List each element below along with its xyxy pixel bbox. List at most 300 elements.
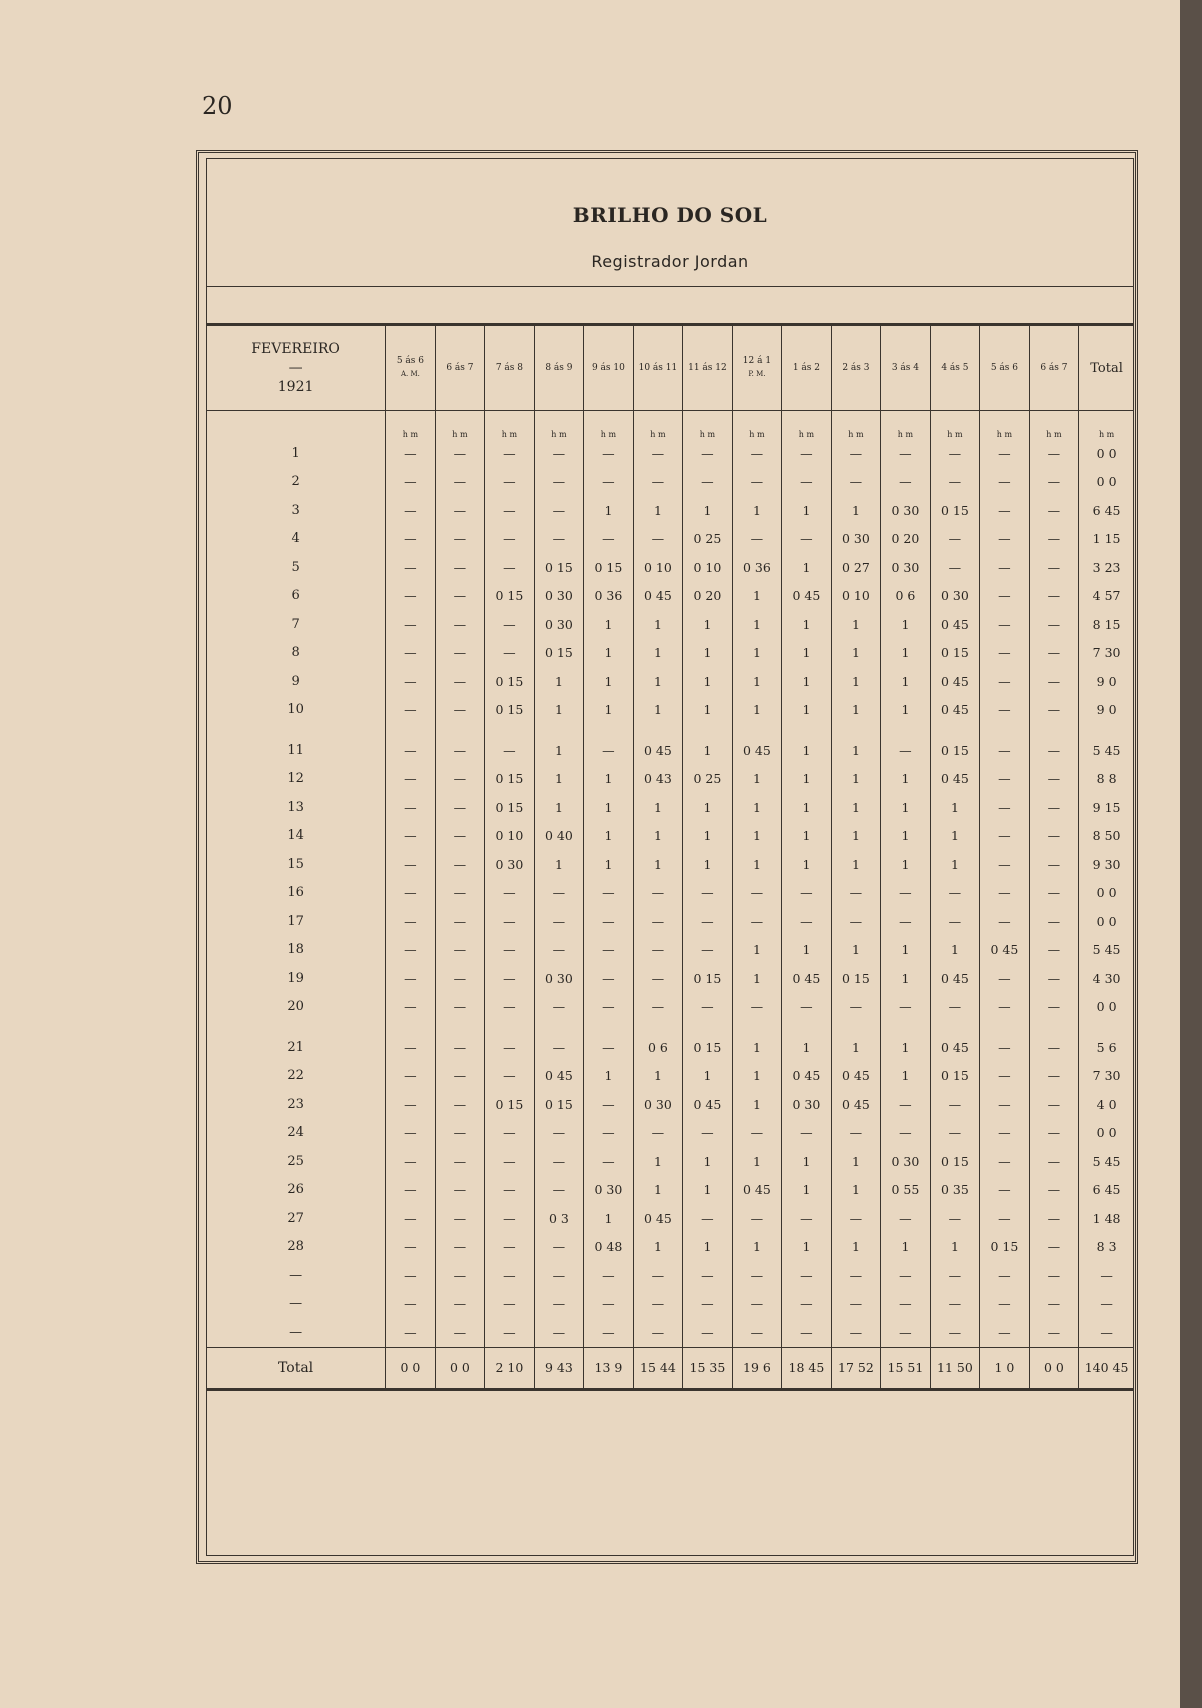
hour-cell: —: [435, 667, 485, 696]
hour-cell: —: [930, 468, 980, 497]
hour-cell: —: [1029, 667, 1079, 696]
hour-cell: 1: [831, 822, 881, 851]
hour-cell: —: [732, 1318, 782, 1347]
hour-cell: 0 30: [930, 582, 980, 611]
hour-cell: —: [435, 850, 485, 879]
hour-cell: —: [930, 525, 980, 554]
hour-cell: 0 48: [584, 1233, 634, 1262]
hour-cell: 0 20: [881, 525, 931, 554]
table-row: [206, 907, 1134, 936]
hour-cell: —: [386, 525, 436, 554]
hour-cell: —: [831, 468, 881, 497]
grand-total-cell: 140 45: [1079, 1347, 1134, 1389]
day-total-cell: 8 15: [1079, 610, 1134, 639]
hour-cell: 0 15: [930, 639, 980, 668]
hour-cell: —: [633, 1119, 683, 1148]
hour-cell: 1: [782, 793, 832, 822]
hour-cell: 0 10: [683, 553, 733, 582]
hour-cell: —: [584, 736, 634, 765]
day-cell: 10: [287, 702, 304, 718]
hour-cell: 1: [930, 793, 980, 822]
hour-cell: —: [584, 993, 634, 1022]
hour-cell: —: [386, 1147, 436, 1176]
hour-cell: —: [1029, 822, 1079, 851]
hour-cell: —: [683, 1119, 733, 1148]
hour-cell: —: [782, 993, 832, 1022]
hour-cell: —: [732, 1204, 782, 1233]
hour-cell: 1: [831, 610, 881, 639]
day-cell: 25: [287, 1153, 304, 1169]
hour-cell: —: [485, 553, 535, 582]
hour-cell: 0 30: [782, 1090, 832, 1119]
day-cell: 2: [291, 474, 300, 490]
hour-cell: —: [980, 964, 1030, 993]
hour-cell: 1: [881, 1033, 931, 1062]
hour-cell: —: [881, 1290, 931, 1319]
hour-cell: —: [435, 639, 485, 668]
hour-cell: —: [980, 468, 1030, 497]
hour-cell: 1: [831, 1147, 881, 1176]
hour-cell: —: [435, 496, 485, 525]
hour-cell: 1: [732, 850, 782, 879]
hour-cell: —: [386, 1318, 436, 1347]
hour-cell: —: [485, 1033, 535, 1062]
hour-cell: —: [633, 468, 683, 497]
hour-cell: —: [930, 1090, 980, 1119]
hour-cell: 1: [782, 765, 832, 794]
hour-cell: —: [683, 439, 733, 468]
hour-cell: —: [1029, 879, 1079, 908]
hour-cell: 1: [831, 696, 881, 725]
hour-cell: 0 20: [683, 582, 733, 611]
unit-label: h m: [782, 411, 832, 440]
hour-cell: —: [930, 1119, 980, 1148]
day-total-cell: 3 23: [1079, 553, 1134, 582]
hour-cell: 1: [732, 667, 782, 696]
hour-cell: 0 45: [782, 964, 832, 993]
day-cell: 19: [287, 970, 304, 986]
hour-cell: 1: [831, 496, 881, 525]
hour-cell: 0 30: [881, 553, 931, 582]
hour-cell: —: [683, 936, 733, 965]
hour-cell: 1: [881, 822, 931, 851]
hour-cell: —: [782, 468, 832, 497]
table-row: [206, 822, 1134, 851]
hour-total-cell: 18 45: [782, 1347, 832, 1389]
day-cell: 24: [287, 1125, 304, 1141]
hour-cell: —: [485, 1233, 535, 1262]
day-total-cell: 5 45: [1079, 936, 1134, 965]
hour-cell: —: [980, 525, 1030, 554]
hour-cell: 0 30: [881, 1147, 931, 1176]
hour-cell: —: [386, 610, 436, 639]
hour-header: [1029, 326, 1079, 411]
hour-cell: —: [980, 1261, 1030, 1290]
hour-cell: 0 30: [881, 496, 931, 525]
hour-cell: 1: [584, 1204, 634, 1233]
hour-cell: —: [386, 1090, 436, 1119]
hour-cell: 0 15: [831, 964, 881, 993]
hour-cell: —: [534, 907, 584, 936]
hour-cell: —: [683, 993, 733, 1022]
hour-cell: 1: [683, 639, 733, 668]
hour-header-label: 12 á 1: [742, 356, 772, 366]
day-total-cell: —: [1079, 1261, 1134, 1290]
hour-cell: —: [386, 667, 436, 696]
hour-cell: —: [386, 582, 436, 611]
hour-cell: 0 15: [930, 736, 980, 765]
hour-cell: —: [485, 1261, 535, 1290]
hour-cell: —: [782, 1261, 832, 1290]
day-cell: 15: [287, 856, 304, 872]
hour-cell: —: [633, 1290, 683, 1319]
title-divider: [206, 286, 1134, 287]
table-row: [206, 1119, 1134, 1148]
hour-cell: —: [782, 879, 832, 908]
hour-cell: 1: [683, 696, 733, 725]
spacer-cell: [485, 1021, 535, 1033]
hour-cell: —: [584, 439, 634, 468]
hour-cell: 1: [782, 553, 832, 582]
hour-cell: —: [386, 553, 436, 582]
hour-cell: —: [1029, 1090, 1079, 1119]
hour-header-label: 6 ás 7: [446, 362, 474, 373]
hour-cell: —: [633, 993, 683, 1022]
hour-cell: 0 40: [534, 822, 584, 851]
day-total-cell: 1 15: [1079, 525, 1134, 554]
hour-total-cell: 17 52: [831, 1347, 881, 1389]
header-row: [206, 326, 1134, 411]
hour-cell: 1: [732, 964, 782, 993]
hour-cell: —: [386, 1204, 436, 1233]
spacer-cell: [584, 724, 634, 736]
table-row: [206, 1233, 1134, 1262]
hour-cell: 0 45: [534, 1062, 584, 1091]
hour-cell: 0 15: [534, 639, 584, 668]
hour-cell: 1: [782, 1233, 832, 1262]
hour-cell: —: [683, 1204, 733, 1233]
hour-cell: —: [386, 439, 436, 468]
hour-cell: 1: [782, 639, 832, 668]
hour-cell: 1: [584, 696, 634, 725]
hour-header-label: 9 ás 10: [591, 362, 625, 373]
hour-cell: 0 15: [683, 964, 733, 993]
hour-cell: —: [782, 1119, 832, 1148]
hour-cell: —: [386, 1261, 436, 1290]
hour-cell: —: [485, 1318, 535, 1347]
hour-header: [980, 326, 1030, 411]
hour-cell: 1: [782, 1147, 832, 1176]
hour-total-cell: 0 0: [435, 1347, 485, 1389]
hour-cell: 0 45: [930, 696, 980, 725]
hour-cell: —: [881, 1318, 931, 1347]
hour-cell: —: [683, 879, 733, 908]
hour-cell: —: [386, 993, 436, 1022]
hour-cell: —: [435, 439, 485, 468]
hour-cell: 0 30: [831, 525, 881, 554]
unit-label: h m: [732, 411, 782, 440]
hour-cell: —: [980, 850, 1030, 879]
day-total-cell: 4 30: [1079, 964, 1134, 993]
hour-cell: —: [1029, 610, 1079, 639]
hour-cell: —: [435, 736, 485, 765]
hour-cell: 0 15: [485, 667, 535, 696]
hour-cell: 1: [881, 1062, 931, 1091]
day-total-cell: 9 15: [1079, 793, 1134, 822]
hour-cell: 1: [881, 964, 931, 993]
hour-cell: 0 10: [633, 553, 683, 582]
hour-cell: 1: [683, 667, 733, 696]
hour-cell: —: [831, 1261, 881, 1290]
hour-cell: —: [435, 1062, 485, 1091]
unit-label: h m: [881, 411, 931, 440]
hour-cell: 1: [584, 850, 634, 879]
hour-cell: —: [980, 1318, 1030, 1347]
table-row: [206, 1176, 1134, 1205]
hour-cell: 0 36: [584, 582, 634, 611]
hour-cell: 0 45: [930, 964, 980, 993]
spacer-cell: [534, 1021, 584, 1033]
unit-label: h m: [584, 411, 634, 440]
hour-cell: —: [881, 736, 931, 765]
hour-cell: —: [386, 765, 436, 794]
table-row: [206, 1290, 1134, 1319]
hour-cell: —: [1029, 765, 1079, 794]
hour-cell: —: [485, 525, 535, 554]
hour-cell: —: [485, 1119, 535, 1148]
hour-cell: —: [930, 439, 980, 468]
page-subtitle: Registrador Jordan: [591, 252, 749, 271]
day-cell: 7: [291, 616, 300, 632]
totals-row: [206, 1347, 1134, 1389]
hour-cell: —: [980, 1204, 1030, 1233]
table-row: [206, 667, 1134, 696]
day-cell: 6: [291, 588, 300, 604]
hour-cell: —: [782, 1290, 832, 1319]
hour-cell: —: [980, 696, 1030, 725]
hour-cell: 1: [633, 822, 683, 851]
hour-cell: —: [881, 879, 931, 908]
hour-cell: —: [930, 907, 980, 936]
unit-label: h m: [435, 411, 485, 440]
day-total-cell: 8 8: [1079, 765, 1134, 794]
table-row: [206, 736, 1134, 765]
hour-cell: —: [732, 525, 782, 554]
hour-cell: —: [831, 1119, 881, 1148]
hour-cell: 0 15: [683, 1033, 733, 1062]
hour-cell: 1: [881, 936, 931, 965]
hour-cell: 1: [881, 696, 931, 725]
spacer-cell: [206, 1021, 386, 1033]
hour-cell: 1: [782, 696, 832, 725]
hour-cell: 1: [633, 1062, 683, 1091]
hour-cell: 0 45: [782, 1062, 832, 1091]
hour-header-label: 6 ás 7: [1040, 362, 1068, 373]
spacer-cell: [683, 724, 733, 736]
hour-cell: 1: [584, 1062, 634, 1091]
hour-cell: —: [584, 936, 634, 965]
hour-cell: —: [584, 1261, 634, 1290]
page-edge: [1180, 0, 1202, 1708]
hour-cell: 0 15: [485, 1090, 535, 1119]
spacer-cell: [782, 724, 832, 736]
hour-cell: —: [980, 1090, 1030, 1119]
hour-cell: 0 15: [534, 553, 584, 582]
hour-cell: —: [831, 993, 881, 1022]
sunshine-table: [206, 326, 1134, 1391]
hour-header: [534, 326, 584, 411]
hour-cell: 1: [831, 793, 881, 822]
hour-cell: 0 45: [633, 1204, 683, 1233]
hour-cell: 1: [782, 822, 832, 851]
hour-cell: —: [930, 1261, 980, 1290]
hour-cell: 1: [584, 639, 634, 668]
hour-cell: 0 25: [683, 525, 733, 554]
hour-cell: —: [485, 496, 535, 525]
hour-cell: —: [1029, 439, 1079, 468]
hour-cell: 1: [584, 610, 634, 639]
group-spacer: [206, 724, 1134, 736]
hour-cell: 0 45: [683, 1090, 733, 1119]
day-total-cell: 8 3: [1079, 1233, 1134, 1262]
hour-cell: —: [881, 439, 931, 468]
spacer-cell: [633, 724, 683, 736]
hour-cell: —: [980, 1033, 1030, 1062]
hour-cell: 1: [732, 582, 782, 611]
table-row: [206, 1033, 1134, 1062]
hour-cell: 1: [584, 793, 634, 822]
hour-cell: —: [485, 1062, 535, 1091]
hour-cell: —: [534, 1119, 584, 1148]
hour-cell: 1: [732, 936, 782, 965]
hour-cell: —: [435, 1318, 485, 1347]
hour-cell: —: [584, 1147, 634, 1176]
hour-cell: 1: [881, 765, 931, 794]
hour-cell: —: [980, 496, 1030, 525]
hour-cell: 0 30: [633, 1090, 683, 1119]
table-row: [206, 850, 1134, 879]
table-row: [206, 765, 1134, 794]
month-dash: —: [288, 359, 303, 376]
hour-cell: —: [980, 822, 1030, 851]
hour-cell: 1: [732, 793, 782, 822]
hour-cell: —: [534, 1290, 584, 1319]
day-total-cell: 0 0: [1079, 907, 1134, 936]
day-cell: 21: [287, 1039, 304, 1055]
hour-cell: —: [584, 525, 634, 554]
hour-cell: 1: [782, 936, 832, 965]
hour-cell: —: [584, 468, 634, 497]
hour-cell: 1: [633, 850, 683, 879]
hour-cell: —: [930, 993, 980, 1022]
hour-cell: —: [435, 1290, 485, 1319]
spacer-cell: [386, 1021, 436, 1033]
hour-cell: —: [1029, 639, 1079, 668]
day-cell: 26: [287, 1182, 304, 1198]
year-label: 1921: [277, 378, 314, 395]
hour-cell: 0 45: [831, 1062, 881, 1091]
hour-cell: —: [633, 525, 683, 554]
day-total-cell: 0 0: [1079, 468, 1134, 497]
day-total-cell: 0 0: [1079, 879, 1134, 908]
day-cell: 22: [287, 1068, 304, 1084]
hour-cell: —: [1029, 1204, 1079, 1233]
hour-cell: —: [831, 439, 881, 468]
hour-cell: —: [930, 553, 980, 582]
hour-header-label: 2 ás 3: [842, 362, 870, 373]
hour-cell: —: [633, 1261, 683, 1290]
hour-cell: —: [980, 736, 1030, 765]
hour-cell: 0 15: [584, 553, 634, 582]
hour-cell: 1: [633, 1147, 683, 1176]
hour-header-label: 1 ás 2: [792, 362, 820, 373]
day-total-cell: —: [1079, 1290, 1134, 1319]
day-total-cell: 7 30: [1079, 639, 1134, 668]
day-total-cell: 9 0: [1079, 667, 1134, 696]
hour-cell: 1: [831, 639, 881, 668]
hour-cell: —: [386, 736, 436, 765]
hour-cell: —: [534, 1033, 584, 1062]
hour-cell: 1: [633, 1176, 683, 1205]
unit-label: h m: [386, 411, 436, 440]
hour-cell: —: [386, 936, 436, 965]
hour-cell: —: [881, 1261, 931, 1290]
hour-cell: —: [534, 496, 584, 525]
hour-cell: —: [1029, 496, 1079, 525]
day-total-cell: 6 45: [1079, 496, 1134, 525]
hour-cell: 1: [584, 765, 634, 794]
table-row: [206, 696, 1134, 725]
hour-cell: —: [485, 610, 535, 639]
hour-cell: —: [534, 1147, 584, 1176]
hour-cell: —: [633, 879, 683, 908]
spacer-cell: [732, 724, 782, 736]
hour-cell: —: [980, 765, 1030, 794]
hour-cell: —: [782, 907, 832, 936]
table-row: [206, 496, 1134, 525]
hour-cell: —: [435, 1090, 485, 1119]
hour-cell: —: [584, 1318, 634, 1347]
day-cell: 9: [291, 673, 300, 689]
hour-cell: 0 30: [534, 610, 584, 639]
hour-cell: 0 55: [881, 1176, 931, 1205]
hour-cell: 0 6: [633, 1033, 683, 1062]
hour-cell: —: [386, 1290, 436, 1319]
hour-cell: —: [980, 610, 1030, 639]
hour-cell: 0 45: [633, 582, 683, 611]
hour-cell: —: [980, 582, 1030, 611]
hour-cell: 0 30: [534, 964, 584, 993]
hour-cell: 0 3: [534, 1204, 584, 1233]
hour-cell: —: [881, 1119, 931, 1148]
hour-cell: 1: [732, 639, 782, 668]
hour-cell: 1: [782, 610, 832, 639]
hour-cell: —: [980, 1147, 1030, 1176]
hour-cell: 0 25: [683, 765, 733, 794]
day-cell: 11: [287, 742, 304, 758]
table-row: [206, 553, 1134, 582]
hour-cell: —: [831, 879, 881, 908]
footer-area: [206, 1452, 1134, 1556]
hour-cell: 1: [930, 1233, 980, 1262]
hour-cell: 1: [881, 667, 931, 696]
hour-cell: 1: [831, 1233, 881, 1262]
hour-cell: 1: [633, 1233, 683, 1262]
hour-header-label: 5 ás 6: [990, 362, 1018, 373]
hour-cell: —: [633, 1318, 683, 1347]
hour-cell: 1: [782, 850, 832, 879]
hour-cell: 0 36: [732, 553, 782, 582]
